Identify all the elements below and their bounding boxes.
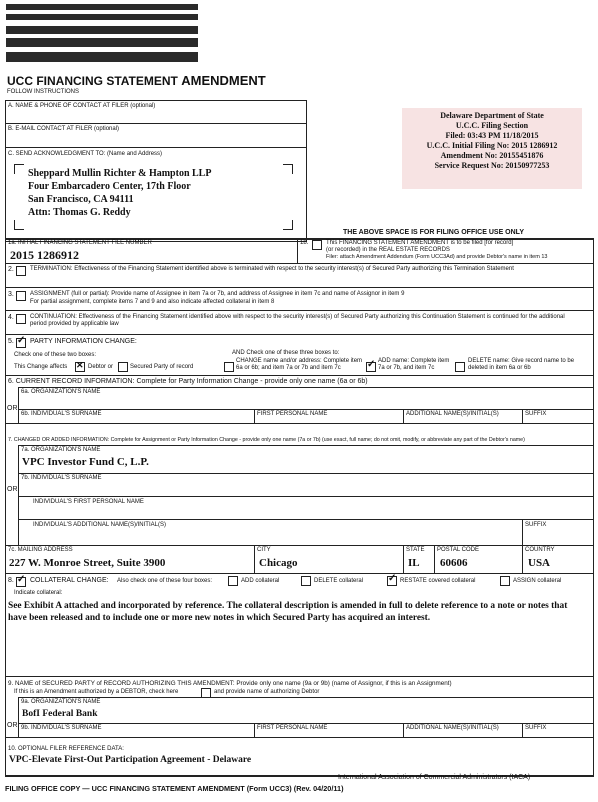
city-value: Chicago — [259, 557, 298, 569]
stamp-line: U.C.C. Filing Section — [455, 121, 529, 130]
header-bar — [6, 52, 198, 62]
party-change-num: 5. — [8, 338, 14, 345]
assignment-checkbox[interactable] — [16, 291, 26, 301]
stamp-line: Amendment No: 20155451876 — [440, 151, 544, 160]
footer-right: International Association of Commercial Administrators (IACA) — [338, 774, 531, 781]
surname-label: 6b. INDIVIDUAL'S SURNAME — [21, 411, 102, 417]
or-label: OR — [7, 405, 18, 412]
secured-org-value: BofI Federal Bank — [22, 709, 98, 719]
party-change-checkbox[interactable] — [16, 338, 26, 348]
or-label: OR — [7, 486, 18, 493]
real-estate-line: This FINANCING STATEMENT AMENDMENT is to be filed [for record] — [326, 240, 514, 246]
address-line: Sheppard Mullin Richter & Hampton LLP — [28, 168, 212, 179]
indicate-collateral-label: Indicate collateral: — [14, 590, 63, 596]
check-one-label: Check one of these two boxes: — [14, 352, 97, 358]
add-name-checkbox[interactable] — [366, 362, 376, 372]
filing-stamp — [402, 108, 582, 189]
file-number-value: 2015 1286912 — [10, 248, 79, 262]
footer-left: FILING OFFICE COPY — UCC FINANCING STATEMENT AMENDMENT (Form UCC3) (Rev. 04/20/11) — [5, 784, 344, 793]
new-org-name-label: 7a. ORGANIZATION'S NAME — [21, 447, 101, 453]
delete-collateral-label: DELETE collateral — [314, 578, 364, 584]
new-additional-name-label: INDIVIDUAL'S ADDITIONAL NAME(S)/INITIAL(S) — [33, 522, 166, 528]
assignment-text: ASSIGNMENT (full or partial): Provide name of Assignee in item 7a or 7b, and address of Assignee in item 7c and name of Assignor in item 9 — [30, 291, 405, 297]
continuation-num: 4. — [8, 314, 14, 321]
collateral-num: 8. — [8, 577, 14, 584]
change-name-checkbox[interactable] — [224, 362, 234, 372]
stamp-line: Delaware Department of State — [440, 111, 544, 120]
contact-name-label: A. NAME & PHONE OF CONTACT AT FILER (optional) — [8, 103, 156, 109]
secured-additional-label: ADDITIONAL NAME(S)/INITIAL(S) — [406, 725, 499, 731]
address-line: San Francisco, CA 94111 — [28, 194, 134, 205]
follow-instructions: FOLLOW INSTRUCTIONS — [7, 89, 80, 95]
secured-org-label: 9a. ORGANIZATION'S NAME — [21, 699, 101, 705]
reference-label: 10. OPTIONAL FILER REFERENCE DATA: — [8, 746, 124, 752]
org-name-label: 6a. ORGANIZATION'S NAME — [21, 389, 101, 395]
add-collateral-label: ADD collateral — [241, 578, 280, 584]
country-label: COUNTRY — [525, 547, 555, 553]
title-suffix: AMENDMENT — [181, 73, 266, 88]
additional-name-label: ADDITIONAL NAME(S)/INITIAL(S) — [406, 411, 499, 417]
title-prefix: UCC FINANCING STATEMENT — [7, 74, 178, 88]
or-label: OR — [7, 722, 18, 729]
real-estate-num: 1b. — [300, 240, 309, 246]
header-bar — [6, 38, 198, 47]
file-number-label: 1a. INITIAL FINANCING STATEMENT FILE NUMBER — [8, 240, 152, 246]
header-bar — [6, 26, 198, 34]
acknowledgment-label: C. SEND ACKNOWLEDGMENT TO: (Name and Address) — [8, 151, 163, 157]
add-name-label: ADD name: Complete item 7a or 7b, and item 7c — [378, 358, 450, 371]
debtor-authorized-label: If this is an Amendment authorized by a DEBTOR, check here — [14, 689, 179, 695]
debtor-label: Debtor or — [88, 364, 114, 370]
authorizing-party-title: 9. NAME of SECURED PARTY of RECORD AUTHORIZING THIS AMENDMENT: Provide only one name (9a or 9b) (name of Assignor, if this is an Assignment) — [8, 680, 452, 687]
collateral-description: See Exhibit A attached and incorporated by reference. The collateral description is amended in full to delete reference to a note or notes that have been released and to include one or more new notes in which Secured Party has acquired an interest. — [8, 601, 568, 623]
continuation-text: CONTINUATION: Effectiveness of the Financing Statement identified above with respect to the security interest(s) of Secured Party authorizing this Continuation Statement is continued for the additional period provided by applicable law — [30, 314, 565, 327]
delete-collateral-checkbox[interactable] — [301, 576, 311, 586]
assignment-sub: For partial assignment, complete items 7 and 9 and also indicate affected collateral in item 8 — [30, 299, 275, 305]
party-change-title: PARTY INFORMATION CHANGE: — [30, 338, 137, 345]
postal-label: POSTAL CODE — [437, 547, 480, 553]
change-affects-label: This Change affects — [14, 364, 68, 370]
debtor-checkbox[interactable] — [75, 362, 85, 372]
debtor-authorized-tail: and provide name of authorizing Debtor — [214, 689, 320, 695]
real-estate-checkbox[interactable] — [312, 240, 322, 250]
city-label: CITY — [257, 547, 271, 553]
add-collateral-checkbox[interactable] — [228, 576, 238, 586]
header-bar — [6, 4, 198, 10]
delete-name-label: DELETE name: Give record name to be deleted in item 6a or 6b — [468, 358, 575, 371]
header-bar — [6, 14, 198, 20]
assign-collateral-label: ASSIGN collateral — [513, 578, 562, 584]
secured-suffix-label: SUFFIX — [525, 725, 547, 731]
form-title — [7, 73, 266, 88]
new-org-name-value: VPC Investor Fund C, L.P. — [22, 456, 149, 468]
change-name-label: CHANGE name and/or address: Complete item 6a or 6b; and item 7a or 7b and item 7c — [236, 358, 363, 371]
address-bracket — [14, 220, 24, 230]
real-estate-text — [326, 240, 547, 261]
secured-first-label: FIRST PERSONAL NAME — [257, 725, 328, 731]
restate-collateral-label: RESTATE covered collateral — [400, 578, 476, 584]
postal-value: 60606 — [440, 557, 468, 569]
collateral-title: COLLATERAL CHANGE: — [30, 577, 109, 584]
state-value: IL — [408, 557, 420, 569]
state-label: STATE — [406, 547, 425, 553]
termination-text: TERMINATION: Effectiveness of the Financing Statement identified above is terminated with respect to the security interest(s) of Secured Party authorizing this Termination Statement — [30, 266, 514, 272]
collateral-change-checkbox[interactable] — [16, 577, 26, 587]
reference-value: VPC-Elevate First-Out Participation Agreement - Delaware — [9, 755, 252, 765]
changed-info-title: 7. CHANGED OR ADDED INFORMATION: Complete for Assignment or Party Information Change - provide only one name (7a or 7b) (use exact, full name; do not omit, modify, or abbreviate any part of the Debtor's name) — [8, 437, 525, 443]
current-record-title: 6. CURRENT RECORD INFORMATION: Complete for Party Information Change - provide only one name (6a or 6b) — [8, 378, 368, 385]
acknowledgment-address — [28, 167, 211, 219]
address-bracket — [283, 220, 293, 230]
termination-checkbox[interactable] — [16, 266, 26, 276]
address-bracket — [14, 164, 24, 174]
address-line: Attn: Thomas G. Reddy — [28, 207, 131, 218]
new-first-name-label: INDIVIDUAL'S FIRST PERSONAL NAME — [33, 499, 144, 505]
office-use-note: THE ABOVE SPACE IS FOR FILING OFFICE USE ONLY — [343, 229, 524, 236]
new-suffix-label: SUFFIX — [525, 522, 547, 528]
address-bracket — [283, 164, 293, 174]
assign-collateral-checkbox[interactable] — [500, 576, 510, 586]
secured-surname-label: 9b. INDIVIDUAL'S SURNAME — [21, 725, 102, 731]
termination-num: 2. — [8, 266, 14, 273]
restate-collateral-checkbox[interactable] — [387, 576, 397, 586]
delete-name-checkbox[interactable] — [455, 362, 465, 372]
suffix-label: SUFFIX — [525, 411, 547, 417]
stamp-line: Filed: 03:43 PM 11/18/2015 — [445, 131, 539, 140]
continuation-checkbox[interactable] — [16, 314, 26, 324]
country-value: USA — [528, 557, 551, 569]
secured-party-label: Secured Party of record — [130, 364, 194, 370]
stamp-line: Service Request No: 20150977253 — [434, 161, 550, 170]
contact-email-label: B. E-MAIL CONTACT AT FILER (optional) — [8, 126, 120, 132]
address-line: Four Embarcadero Center, 17th Floor — [28, 181, 191, 192]
and-check-label: AND Check one of these three boxes to: — [232, 350, 340, 356]
first-name-label: FIRST PERSONAL NAME — [257, 411, 328, 417]
mailing-address-value: 227 W. Monroe Street, Suite 3900 — [9, 557, 166, 569]
secured-party-checkbox[interactable] — [118, 362, 128, 372]
also-check-label: Also check one of these four boxes: — [117, 578, 213, 584]
stamp-line: U.C.C. Initial Filing No: 2015 1286912 — [426, 141, 558, 150]
real-estate-line: Filer: attach Amendment Addendum (Form UCC3Ad) and provide Debtor's name in item 13 — [326, 254, 548, 260]
mailing-address-label: 7c. MAILING ADDRESS — [8, 547, 73, 553]
real-estate-line: (or recorded) in the REAL ESTATE RECORDS — [326, 247, 450, 253]
new-surname-label: 7b. INDIVIDUAL'S SURNAME — [21, 475, 102, 481]
assignment-num: 3. — [8, 291, 14, 298]
